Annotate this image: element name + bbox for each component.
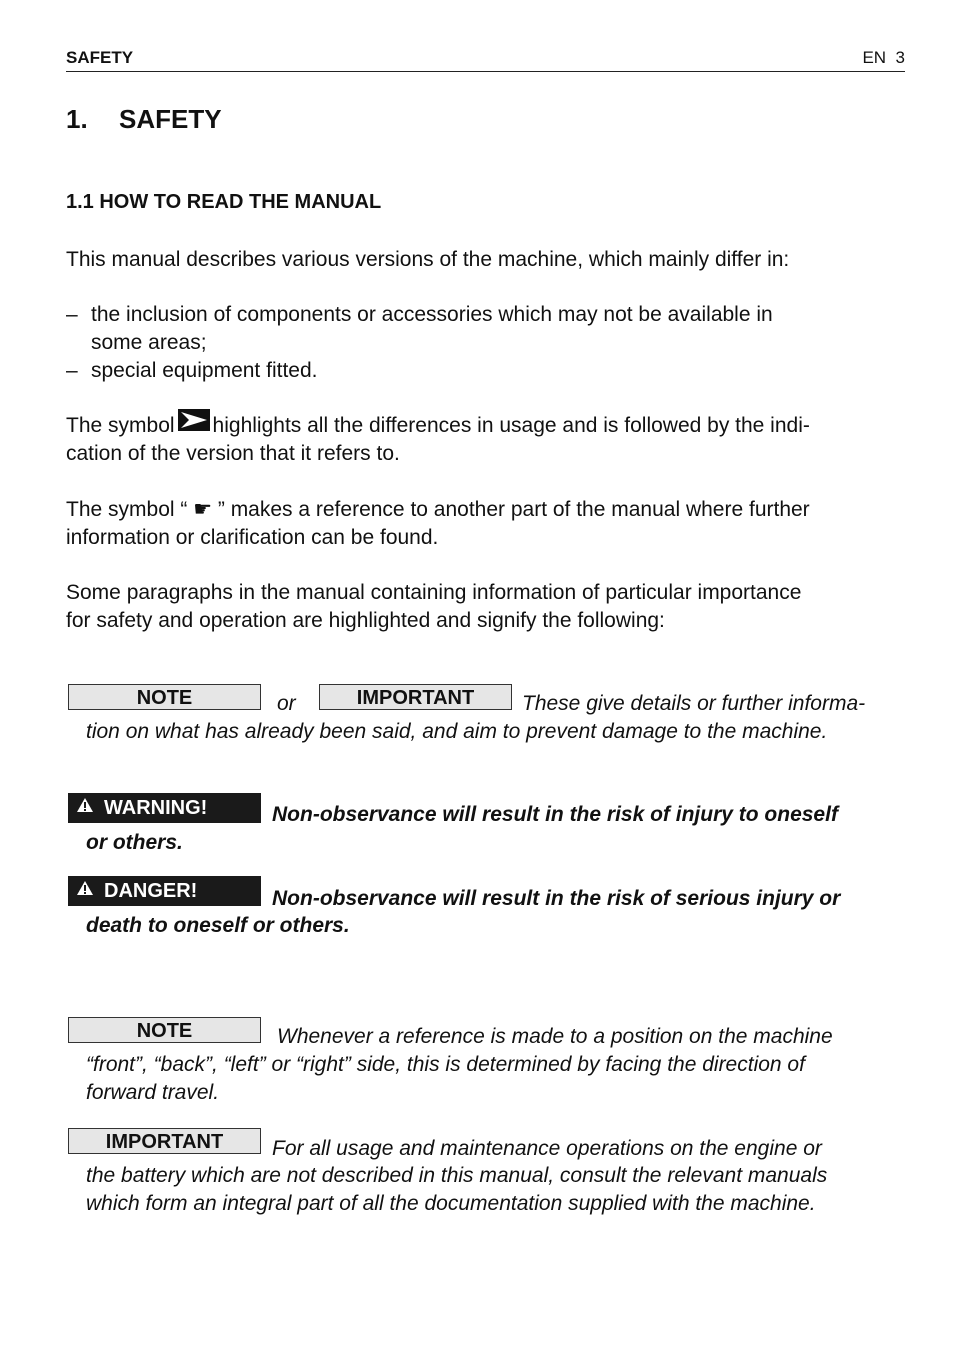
note-label-box: NOTE	[68, 684, 261, 710]
list-item	[66, 357, 317, 385]
version-arrow-icon	[178, 409, 210, 439]
page-header	[66, 47, 905, 72]
important-label-box: IMPORTANT	[319, 684, 512, 710]
warning-label: WARNING!	[104, 797, 208, 819]
ref-para-line1: The symbol “ ☛ ” makes a reference to another part of the manual where further	[66, 498, 810, 521]
list-dash: –	[66, 303, 78, 326]
section-title: 1.1 HOW TO READ THE MANUAL	[66, 191, 382, 213]
chapter-number: 1.	[66, 104, 88, 134]
symbol-paragraph	[66, 412, 810, 468]
danger-label: DANGER!	[104, 880, 198, 902]
warning-triangle-icon	[76, 792, 94, 822]
chapter-title	[66, 104, 222, 135]
list-item-continuation: some areas;	[91, 331, 207, 354]
highlight-para-line2: for safety and operation are highlighted and signify the following:	[66, 609, 665, 632]
note2-line3: forward travel.	[86, 1081, 220, 1104]
important2-line2: the battery which are not described in this manual, consult the relevant manuals	[86, 1164, 828, 1187]
warning-description-line2: or others.	[86, 831, 183, 854]
warning-triangle-icon	[76, 875, 94, 905]
list-item	[66, 301, 773, 357]
list-dash: –	[66, 359, 78, 382]
highlight-paragraph	[66, 579, 801, 635]
header-lang: EN	[862, 48, 887, 67]
ref-para-line2: information or clarification can be found.	[66, 526, 439, 549]
symbol-para-end: highlights all the differences in usage and is followed by the indi-	[212, 414, 810, 437]
symbol-para-start: The symbol	[66, 414, 175, 437]
or-text: or	[277, 692, 296, 715]
list-item-text: special equipment fitted.	[91, 359, 318, 382]
header-page-number	[862, 48, 905, 68]
chapter-name: SAFETY	[119, 104, 222, 134]
important2-line3: which form an integral part of all the documentation supplied with the machine.	[86, 1192, 816, 1215]
intro-paragraph: This manual describes various versions of the machine, which mainly differ in:	[66, 248, 790, 271]
danger-description-line2: death to oneself or others.	[86, 914, 350, 937]
important2-line1: For all usage and maintenance operations on the engine or	[272, 1137, 822, 1160]
note-label-box: NOTE	[68, 1017, 261, 1043]
list-item-text: the inclusion of components or accessories which may not be available in	[91, 303, 773, 326]
danger-label-box	[68, 876, 261, 906]
note2-line2: “front”, “back”, “left” or “right” side, this is determined by facing the direction of	[86, 1053, 805, 1076]
symbol-para-line2: cation of the version that it refers to.	[66, 442, 400, 465]
header-page: 3	[895, 48, 905, 67]
important-label-box: IMPORTANT	[68, 1128, 261, 1154]
highlight-para-line1: Some paragraphs in the manual containing information of particular importance	[66, 581, 802, 604]
danger-description-line1: Non-observance will result in the risk of serious injury or	[272, 887, 841, 910]
header-section: SAFETY	[66, 48, 134, 67]
warning-label-box	[68, 793, 261, 823]
note2-line1: Whenever a reference is made to a position on the machine	[277, 1025, 833, 1048]
note-description-line2: tion on what has already been said, and aim to prevent damage to the machine.	[86, 720, 828, 743]
note-description-line1: These give details or further informa-	[522, 692, 866, 715]
warning-description-line1: Non-observance will result in the risk of injury to oneself	[272, 803, 838, 826]
reference-paragraph	[66, 496, 810, 552]
